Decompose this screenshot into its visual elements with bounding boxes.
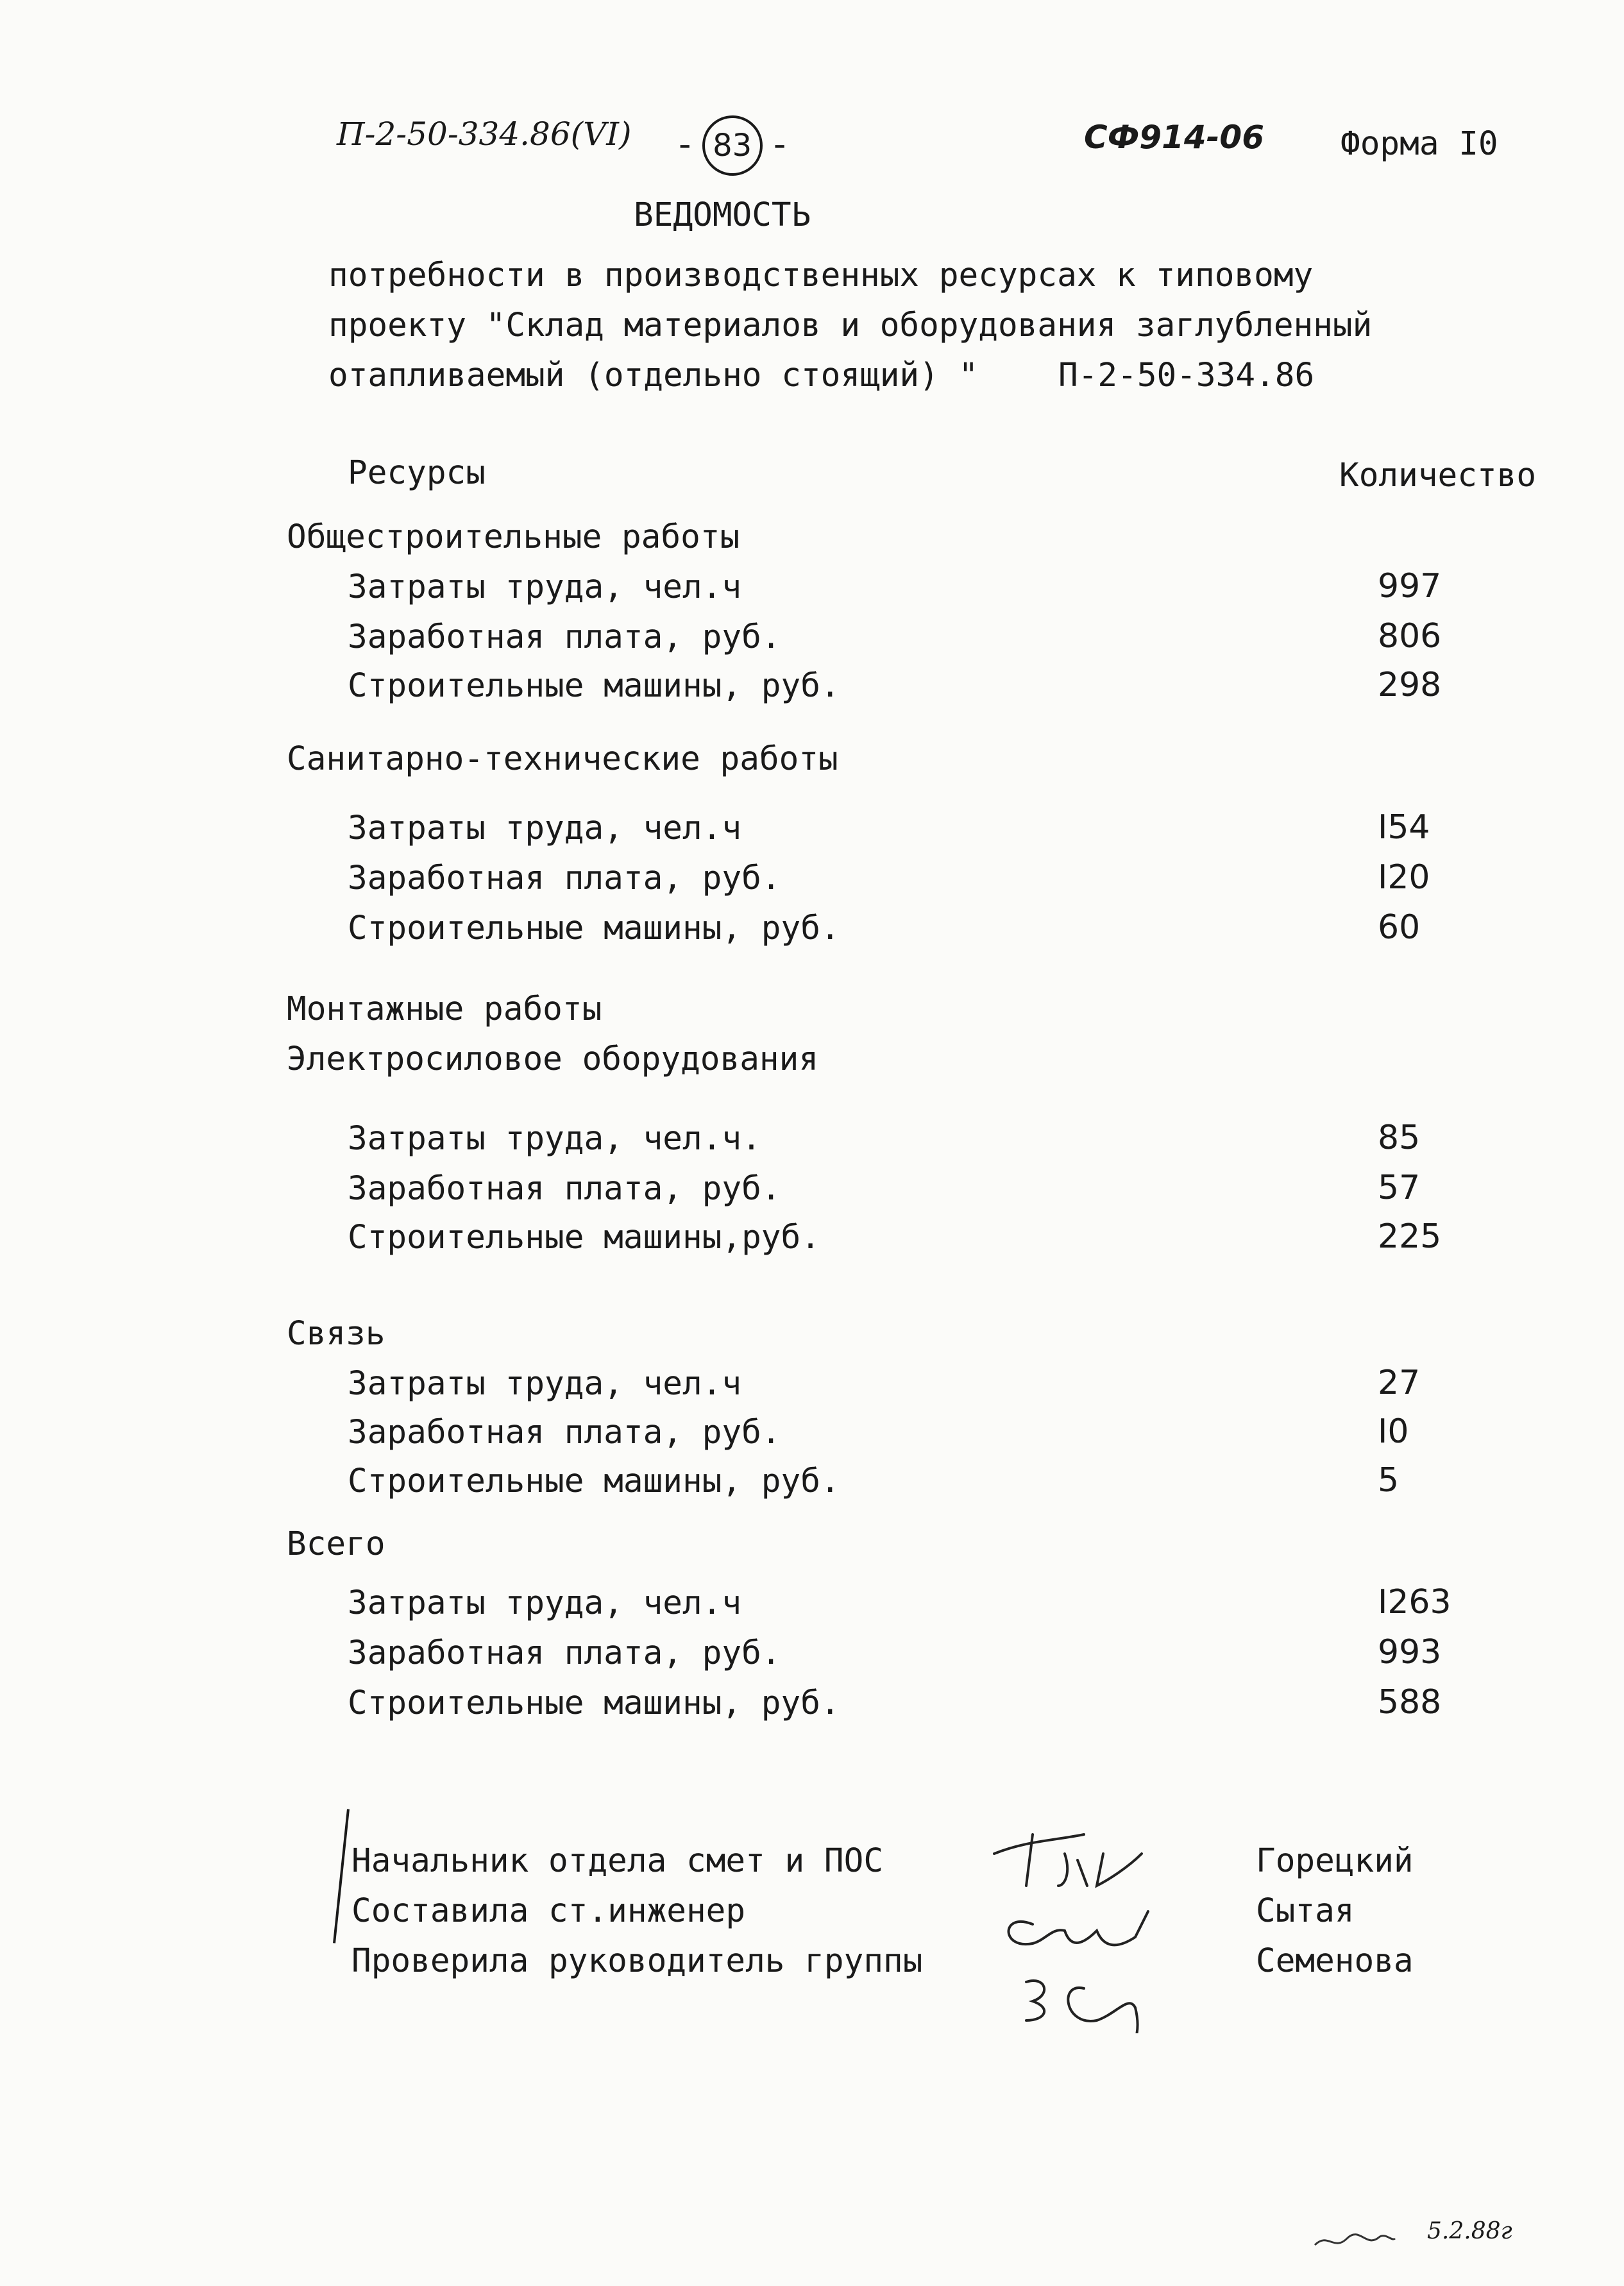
row-value: 5 bbox=[1378, 1461, 1400, 1500]
footer-note: 5.2.88г bbox=[1427, 2218, 1512, 2244]
row-label: Заработная плата, руб. bbox=[348, 1170, 781, 1208]
row-label: Строительные машины, руб. bbox=[348, 910, 840, 947]
doc-code: СФ914-06 bbox=[1084, 119, 1264, 156]
row-value: 806 bbox=[1378, 617, 1442, 656]
row-label: Затраты труда, чел.ч. bbox=[348, 1120, 761, 1158]
row-value: 85 bbox=[1378, 1119, 1421, 1157]
row-label: Строительные машины, руб. bbox=[348, 1684, 840, 1722]
row-value: I20 bbox=[1378, 858, 1430, 897]
row-label: Затраты труда, чел.ч bbox=[348, 1584, 742, 1622]
row-value: 60 bbox=[1378, 908, 1421, 947]
signature-name: Горецкий bbox=[1256, 1842, 1414, 1880]
row-value: I54 bbox=[1378, 808, 1430, 847]
row-label: Заработная плата, руб. bbox=[348, 1414, 781, 1452]
handwritten-signatures bbox=[975, 1815, 1206, 2033]
subtitle-line-3: отапливаемый (отдельно стоящий) " bbox=[328, 357, 979, 394]
section-heading: Связь bbox=[287, 1315, 385, 1353]
subtitle-line-1: потребности в производственных ресурсах к типовому bbox=[328, 257, 1314, 294]
section-heading: Монтажные работы bbox=[287, 990, 602, 1028]
signature-role: Начальник отдела смет и ПОС bbox=[351, 1842, 884, 1880]
row-value: I263 bbox=[1378, 1583, 1451, 1621]
row-label: Заработная плата, руб. bbox=[348, 618, 781, 656]
row-label: Строительные машины,руб. bbox=[348, 1219, 820, 1257]
row-value: 225 bbox=[1378, 1217, 1442, 1256]
row-value: 588 bbox=[1378, 1683, 1442, 1722]
row-value: 57 bbox=[1378, 1169, 1421, 1207]
row-label: Затраты труда, чел.ч bbox=[348, 809, 742, 847]
document-title: ВЕДОМОСТЬ bbox=[634, 196, 811, 234]
page-number: 83 bbox=[702, 115, 763, 176]
row-value: 997 bbox=[1378, 567, 1442, 605]
row-label: Затраты труда, чел.ч bbox=[348, 568, 742, 606]
row-label: Затраты труда, чел.ч bbox=[348, 1365, 742, 1403]
section-heading: Общестроительные работы bbox=[287, 518, 740, 556]
subtitle-project-code: П-2-50-334.86 bbox=[1058, 357, 1315, 394]
signature-role: Составила ст.инженер bbox=[351, 1892, 746, 1930]
column-header-resources: Ресурсы bbox=[348, 454, 486, 492]
subtitle-line-2: проекту "Склад материалов и оборудования заглубленный bbox=[328, 307, 1373, 344]
row-label: Заработная плата, руб. bbox=[348, 1634, 781, 1672]
doc-handwritten-code: П-2-50-334.86(VI) bbox=[337, 115, 632, 153]
row-label: Строительные машины, руб. bbox=[348, 667, 840, 705]
page-number-wrap: - 83 - bbox=[679, 115, 786, 176]
row-label: Строительные машины, руб. bbox=[348, 1462, 840, 1500]
row-value: 27 bbox=[1378, 1364, 1421, 1402]
footer-scribble bbox=[1308, 2219, 1398, 2258]
section-heading: Санитарно-технические работы bbox=[287, 740, 838, 778]
row-label: Заработная плата, руб. bbox=[348, 859, 781, 897]
signature-role: Проверила руководитель группы bbox=[351, 1942, 923, 1980]
column-header-quantity: Количество bbox=[1339, 457, 1537, 495]
signature-name: Семенова bbox=[1256, 1942, 1414, 1980]
signature-name: Сытая bbox=[1256, 1892, 1355, 1930]
row-value: 993 bbox=[1378, 1633, 1442, 1672]
section-heading-total: Всего bbox=[287, 1525, 385, 1563]
signature-bracket bbox=[333, 1809, 350, 1943]
section-subheading: Электросиловое оборудования bbox=[287, 1040, 819, 1078]
row-value: I0 bbox=[1378, 1412, 1409, 1451]
form-label: Форма I0 bbox=[1341, 125, 1498, 163]
row-value: 298 bbox=[1378, 666, 1442, 704]
